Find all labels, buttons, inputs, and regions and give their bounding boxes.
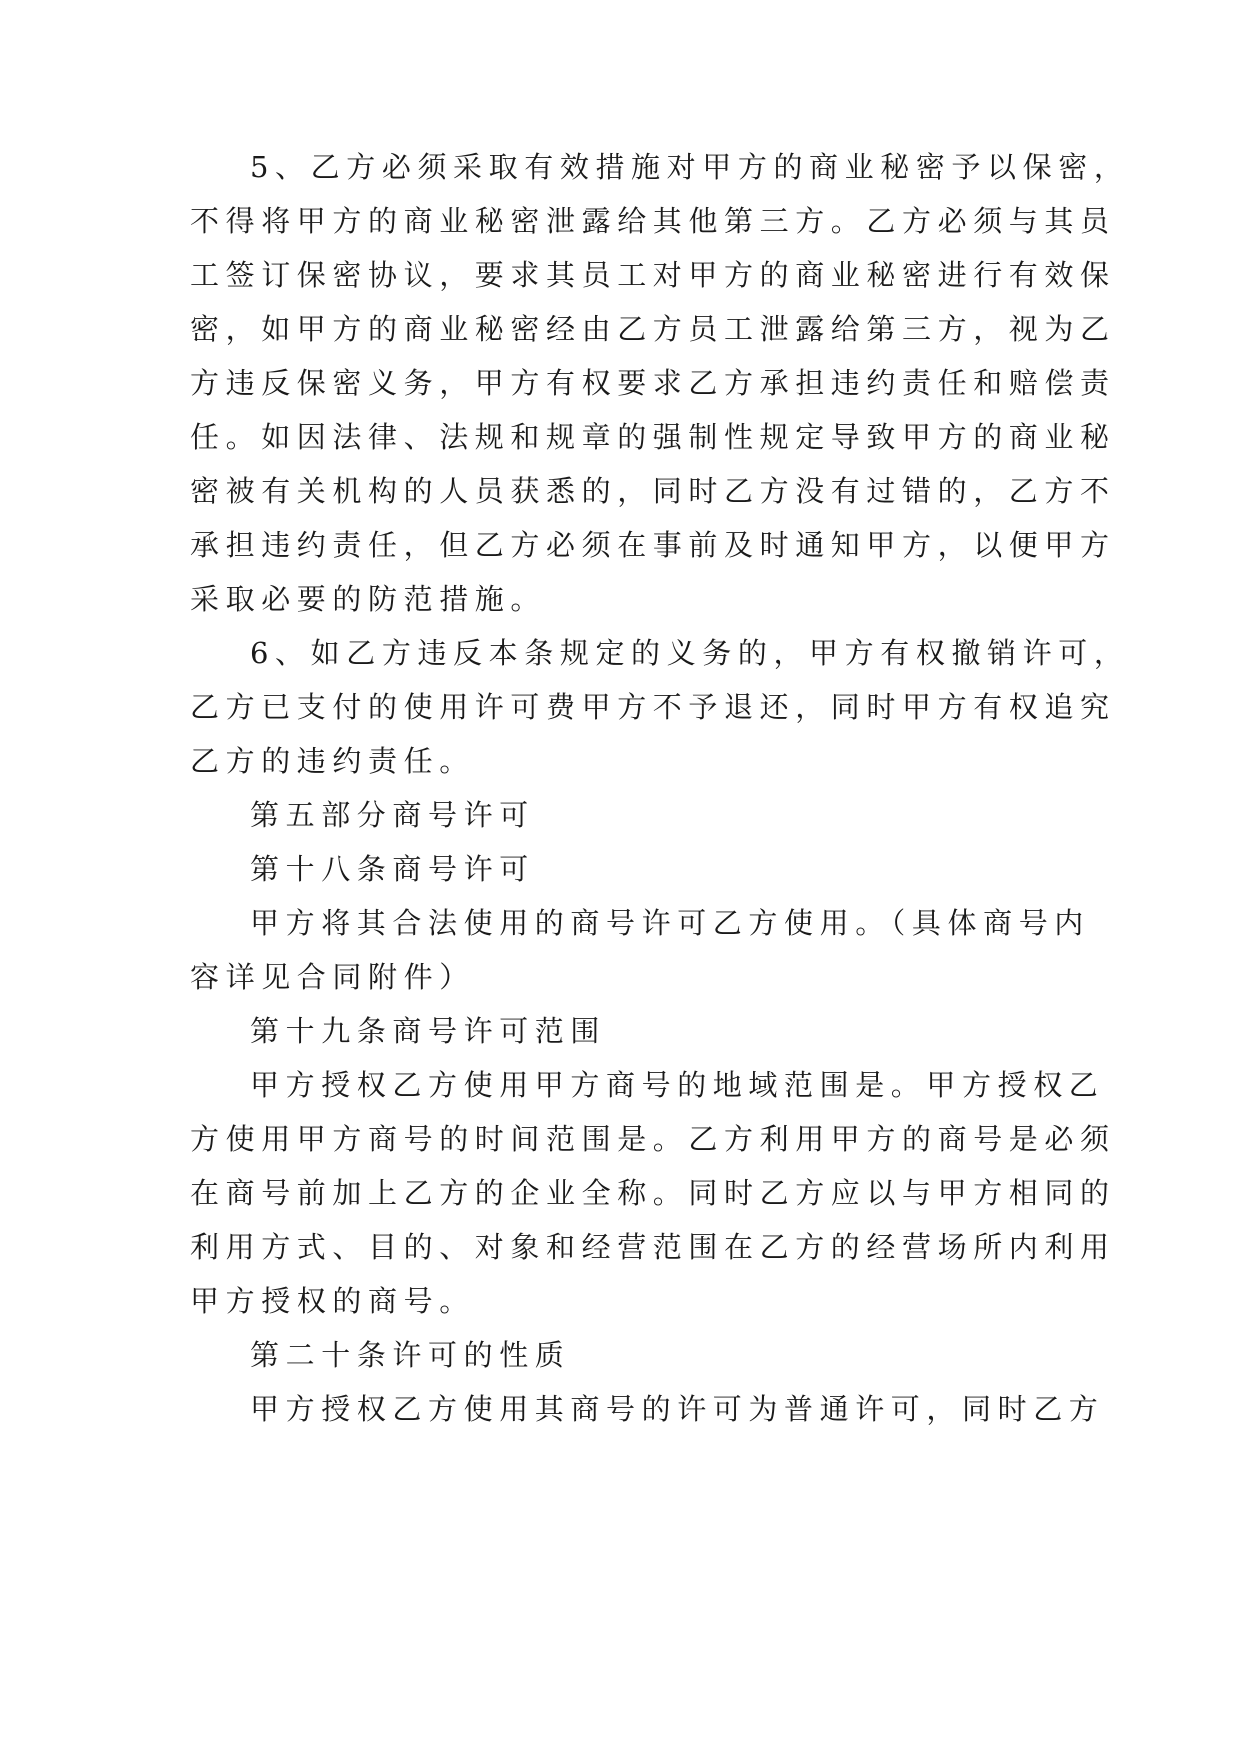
text-line: 乙方的违约责任。 [190,744,475,778]
text-line: 乙方已支付的使用许可费甲方不予退还，同时甲方有权追究 [190,690,1116,724]
text-line: 不得将甲方的商业秘密泄露给其他第三方。乙方必须与其员 [190,204,1116,238]
text-line: 甲方授权乙方使用甲方商号的地域范围是。甲方授权乙 [250,1068,1105,1102]
text-line: 6、如乙方违反本条规定的义务的，甲方有权撤销许可， [250,636,1130,670]
article-18-heading: 第十八条商号许可 [250,852,535,886]
text-line: 任。如因法律、法规和规章的强制性规定导致甲方的商业秘 [190,420,1116,454]
text-line: 在商号前加上乙方的企业全称。同时乙方应以与甲方相同的 [190,1176,1116,1210]
text-line: 承担违约责任，但乙方必须在事前及时通知甲方，以便甲方 [190,528,1116,562]
article-20-heading: 第二十条许可的性质 [250,1338,571,1372]
text-line: 容详见合同附件） [190,960,475,994]
text-line: 密被有关机构的人员获悉的，同时乙方没有过错的，乙方不 [190,474,1116,508]
text-line: 方违反保密义务，甲方有权要求乙方承担违约责任和赔偿责 [190,366,1116,400]
text-line: 甲方授权的商号。 [190,1284,475,1318]
text-line: 密，如甲方的商业秘密经由乙方员工泄露给第三方，视为乙 [190,312,1116,346]
text-line: 5、乙方必须采取有效措施对甲方的商业秘密予以保密， [250,150,1130,184]
text-line: 甲方授权乙方使用其商号的许可为普通许可，同时乙方 [250,1392,1105,1426]
text-line: 采取必要的防范措施。 [190,582,547,616]
text-line: 甲方将其合法使用的商号许可乙方使用。（具体商号内 [250,906,1090,940]
text-line: 利用方式、目的、对象和经营范围在乙方的经营场所内利用 [190,1230,1116,1264]
part-5-heading: 第五部分商号许可 [250,798,535,832]
text-line: 工签订保密协议，要求其员工对甲方的商业秘密进行有效保 [190,258,1116,292]
text-line: 方使用甲方商号的时间范围是。乙方利用甲方的商号是必须 [190,1122,1116,1156]
article-19-heading: 第十九条商号许可范围 [250,1014,607,1048]
